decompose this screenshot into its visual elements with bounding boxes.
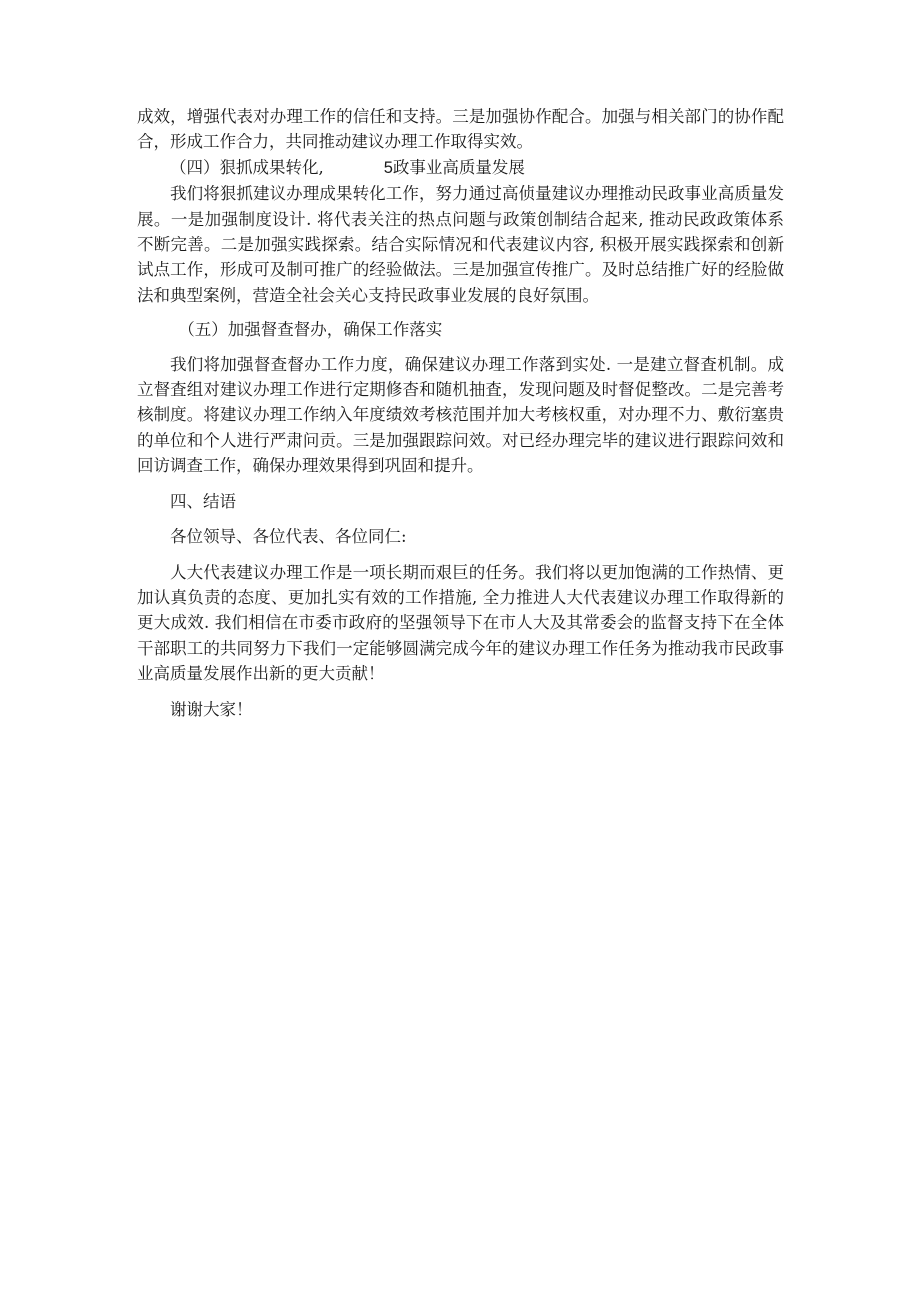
section-four-title: 四、结语 bbox=[170, 491, 236, 511]
heading-four-left: （四）狠抓成果转化, bbox=[170, 157, 324, 177]
paragraph-five: 我们将加强督查督办工作力度，确保建议办理工作落到实处. 一是建立督査机制。成立督査组对建议办理工作进行定期修杳和随机抽査，发现问题及时督促整改。二是完善考核制度。将建议办理工作纳入年度绩效考核范围并加大考核权重，对办理不力、敷衍塞贵的单位和个人进行严肃问贡。三是加强跟踪问效。对已经办理完毕的建议进行跟踪问效和回访调查工作，确保办理效果得到巩固和提升。 bbox=[137, 354, 784, 476]
closing-paragraph: 人大代表建议办理工作是一项长期而艰巨的任务。我们将以更加饱满的工作热情、更加认真负责的态度、更加扎实有效的工作措施, 全力推进人大代表建议办理工作取得新的更大成效. 我们相信在市委市政府的坚强领导下在市人大及其常委会的监督支持下在全体干部职工的共同努力下我们一定能够圆满完成今年的建议办理工作任务为推动我市民政事业高质量发展作出新的更大贡献！ bbox=[137, 562, 784, 684]
salutation: 各位领导、各位代表、各位同仁: bbox=[170, 527, 407, 547]
heading-five: （五）加强督查督办，确保工作落实 bbox=[178, 320, 443, 340]
paragraph-four: 我们将狠抓建议办理成果转化工作，努力通过高侦量建议办理推动民政事业高质量发展。一是加强制度设计. 将代表关注的热点问题与政策创制结合起来, 推动民政政策体系不断完善。二是加强实践探索。结合实际情况和代表建议内容, 积极开展实践探索和创新试点工作，形成可及制可推广的经验做法。三是加强宣传推广。及时总结推广好的经脸做法和典型案例，营造全社会关心支持民政事业发展的良好氛围。 bbox=[137, 184, 784, 305]
paragraph-continued: 成效，增强代表对办理工作的信任和支持。三是加强协作配合。加强与相关部门的协作配合，形成工作合力，共同推动建议办理工作取得实效。 bbox=[137, 107, 784, 152]
heading-four bbox=[137, 155, 784, 181]
thanks: 谢谢大家！ bbox=[170, 699, 253, 719]
heading-four-right: 5政事业高质量发展 bbox=[383, 158, 525, 177]
document-page bbox=[137, 104, 784, 722]
